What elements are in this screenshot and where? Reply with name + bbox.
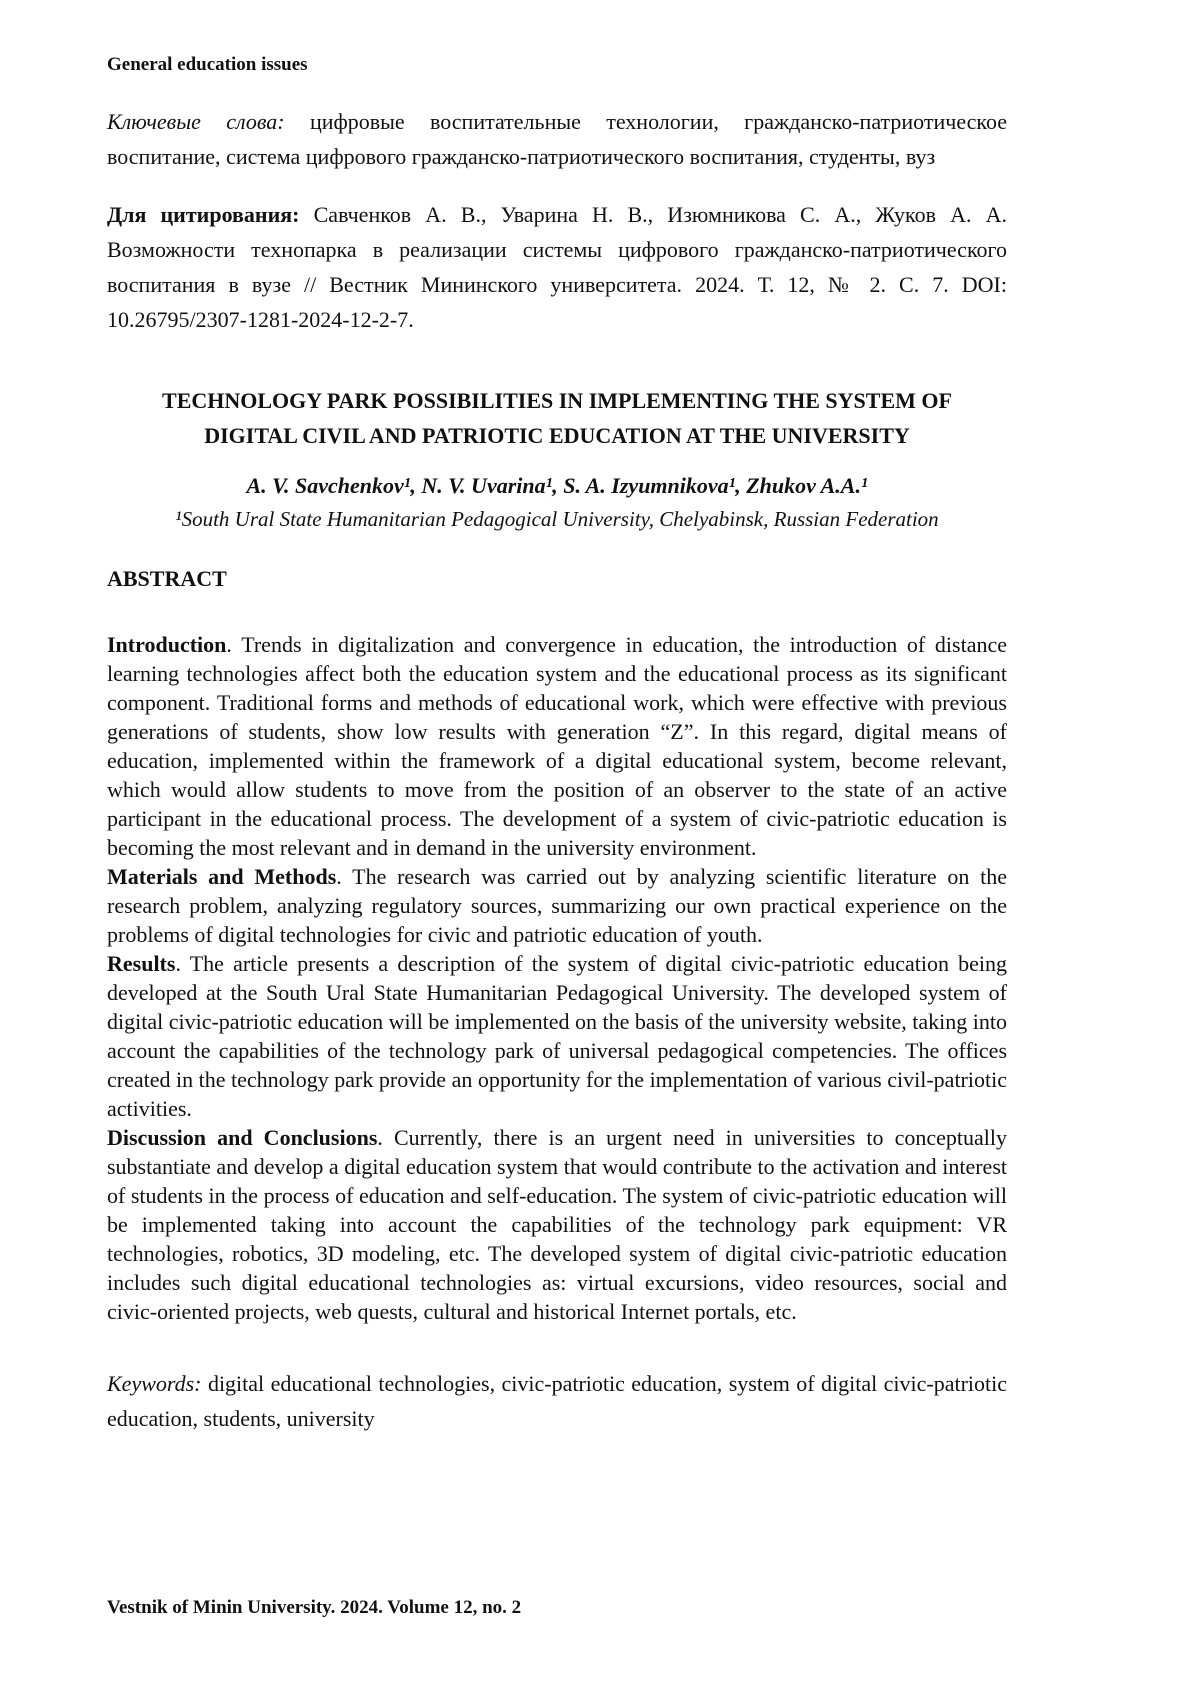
abstract-section-materials-methods-label: Materials and Methods [107,864,337,889]
abstract-section-discussion-conclusions-label: Discussion and Conclusions [107,1125,378,1150]
article-title-line-1: TECHNOLOGY PARK POSSIBILITIES IN IMPLEMENTING THE SYSTEM OF [162,388,952,413]
citation-label: Для цитирования: [107,202,300,227]
abstract-section-discussion-conclusions [107,1123,1007,1326]
abstract-section-introduction-text: . Trends in digitalization and convergence in education, the introduction of distance learning technologies affect both the education system and the educational process as its significant component. Traditional forms and methods of educational work, which were effective with previous generations of students, show low results with generation “Z”. In this regard, digital means of education, implemented within the framework of a digital educational system, become relevant, which would allow students to move from the position of an observer to the state of an active participant in the educational process. The development of a system of civic-patriotic education is becoming the most relevant and in demand in the university environment. [107,632,1007,860]
article-title-line-2: DIGITAL CIVIL AND PATRIOTIC EDUCATION AT THE UNIVERSITY [204,423,910,448]
abstract-section-introduction [107,630,1007,862]
abstract-section-results-text: . The article presents a description of the system of digital civic-patriotic education being developed at the South Ural State Humanitarian Pedagogical University. The developed system of digital civic-patriotic education will be implemented on the basis of the university website, taking into account the capabilities of the technology park of universal pedagogical competencies. The offices created in the technology park provide an opportunity for the implementation of various civil-patriotic activities. [107,951,1007,1121]
citation-paragraph [107,197,1007,337]
abstract-section-materials-methods-text: . The research was carried out by analyzing scientific literature on the research problem, analyzing regulatory sources, summarizing our own practical experience on the problems of digital technologies for civic and patriotic education of youth. [107,864,1007,947]
english-keywords [107,1366,1007,1436]
abstract-section-results-label: Results [107,951,176,976]
english-keywords-text: digital educational technologies, civic-patriotic education, system of digital civic-patriotic education, students, university [107,1371,1007,1431]
russian-keywords-label: Ключевые слова: [107,109,285,134]
abstract-section-introduction-label: Introduction [107,632,227,657]
page-footer: Vestnik of Minin University. 2024. Volume 12, no. 2 [107,1597,522,1618]
running-head: General education issues [107,54,308,75]
abstract-section-materials-methods [107,862,1007,949]
abstract-heading: ABSTRACT [107,566,227,591]
english-keywords-label: Keywords: [107,1371,202,1396]
russian-keywords [107,104,1007,174]
authors-line: A. V. Savchenkov¹, N. V. Uvarina¹, S. A. Izyumnikova¹, Zhukov A.A.¹ [246,473,868,498]
abstract-section-results [107,949,1007,1123]
article-title [107,383,1007,453]
affiliation-line: ¹South Ural State Humanitarian Pedagogical University, Chelyabinsk, Russian Federation [175,507,939,531]
citation-text: Савченков А. В., Уварина Н. В., Изюмникова С. А., Жуков А. А. Возможности технопарка в реализации системы цифрового гражданско-патриотического воспитания в вузе // Вестник Мининского университета. 2024. Т. 12, № 2. С. 7. DOI: 10.26795/2307-1281-2024-12-2-7. [107,202,1007,332]
russian-keywords-text: цифровые воспитательные технологии, гражданско-патриотическое воспитание, система цифрового гражданско-патриотического воспитания, студенты, вуз [107,109,1008,169]
abstract-section-discussion-conclusions-text: . Currently, there is an urgent need in universities to conceptually substantiate and develop a digital education system that would contribute to the activation and interest of students in the process of education and self-education. The system of civic-patriotic education will be implemented taking into account the capabilities of the technology park equipment: VR technologies, robotics, 3D modeling, etc. The developed system of digital civic-patriotic education includes such digital educational technologies as: virtual excursions, video resources, social and civic-oriented projects, web quests, cultural and historical Internet portals, etc. [107,1125,1007,1324]
